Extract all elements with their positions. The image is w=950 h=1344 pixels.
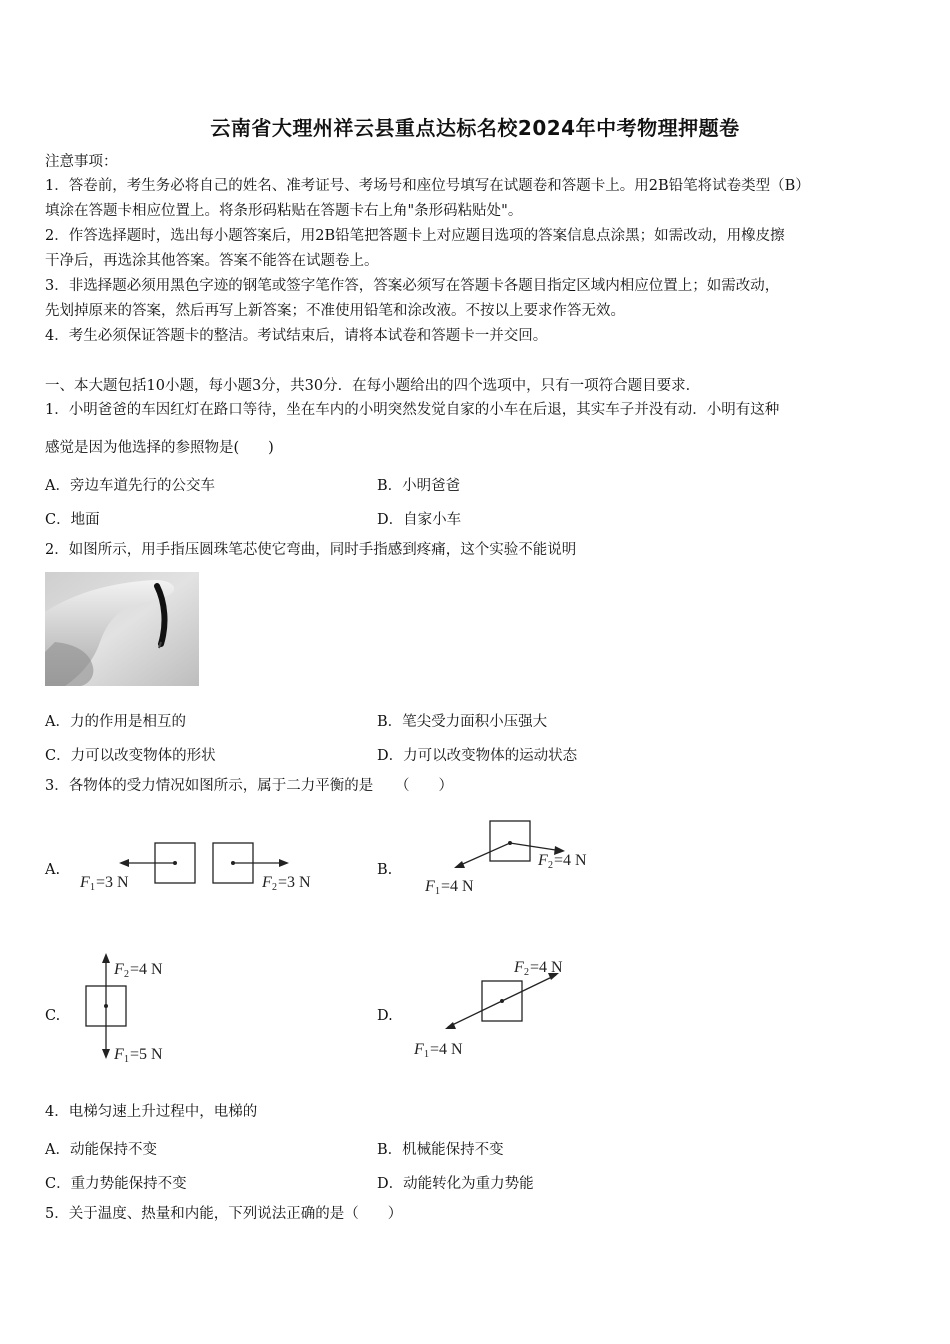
q2-option-a: A．力的作用是相互的 <box>45 714 186 730</box>
q2-option-d: D．力可以改变物体的运动状态 <box>377 748 578 764</box>
question-4-stem: 4．电梯匀速上升过程中，电梯的 <box>45 1104 258 1120</box>
fc-f1-value: =5 N <box>130 1046 163 1063</box>
q3-option-c-label: C. <box>45 1008 61 1024</box>
q2-option-b: B．笔尖受力面积小压强大 <box>377 714 548 730</box>
question-5-stem: 5．关于温度、热量和内能，下列说法正确的是（ ） <box>45 1206 403 1222</box>
notice-line: 3．非选择题必须用黑色字迹的钢笔或签字笔作答，答案必须写在答题卡各题目指定区域内相应位置上；如需改动， <box>45 278 780 294</box>
fb-f2-symbol: F <box>538 852 548 869</box>
fc-f2-sub: 2 <box>124 969 129 980</box>
question-2-stem: 2．如图所示，用手指压圆珠笔芯使它弯曲，同时手指感到疼痛，这个实验不能说明 <box>45 542 577 558</box>
q3-option-d-label: D. <box>377 1008 393 1024</box>
force-diagram-a <box>75 835 335 900</box>
notice-line: 填涂在答题卡相应位置上。将条形码粘贴在答题卡右上角"条形码粘贴处"。 <box>45 203 523 219</box>
q3-option-a-label: A. <box>45 862 61 878</box>
q3-option-b-label: B. <box>377 862 393 878</box>
notice-line: 2．作答选择题时，选出每小题答案后，用2B铅笔把答题卡上对应题目选项的答案信息点涂黑；如需改动，用橡皮擦 <box>45 228 785 244</box>
fa-f1-value: =3 N <box>96 874 129 891</box>
fd-f2-value: =4 N <box>530 959 563 976</box>
fd-f1-value: =4 N <box>430 1041 463 1058</box>
q1-option-b: B．小明爸爸 <box>377 478 461 494</box>
page-title: 云南省大理州祥云县重点达标名校2024年中考物理押题卷 <box>210 116 740 140</box>
section-heading: 一、本大题包括10小题，每小题3分，共30分．在每小题给出的四个选项中，只有一项符合题目要求． <box>45 378 701 394</box>
fb-f2-value: =4 N <box>554 852 587 869</box>
fd-f2-sub: 2 <box>524 967 529 978</box>
fb-f1-symbol: F <box>425 878 435 895</box>
fd-f1-sub: 1 <box>424 1049 429 1060</box>
q4-option-d: D．动能转化为重力势能 <box>377 1176 534 1192</box>
q4-option-b: B．机械能保持不变 <box>377 1142 504 1158</box>
fb-f2-sub: 2 <box>548 860 553 871</box>
force-diagram-c <box>80 950 200 1070</box>
question-1-stem-cont: 感觉是因为他选择的参照物是( ) <box>45 440 274 456</box>
question-1-stem: 1．小明爸爸的车因红灯在路口等待，坐在车内的小明突然发觉自家的小车在后退，其实车子并没有动．小明有这种 <box>45 402 780 418</box>
q1-option-a: A．旁边车道先行的公交车 <box>45 478 215 494</box>
q1-option-d: D．自家小车 <box>377 512 462 528</box>
notice-heading: 注意事项： <box>45 154 118 170</box>
notice-line: 干净后，再选涂其他答案。答案不能答在试题卷上。 <box>45 253 379 269</box>
fc-f1-sub: 1 <box>124 1054 129 1065</box>
question-3-stem: 3．各物体的受力情况如图所示，属于二力平衡的是 （ ） <box>45 778 453 794</box>
force-diagram-d <box>410 950 610 1065</box>
q4-option-c: C．重力势能保持不变 <box>45 1176 187 1192</box>
force-diagram-b <box>420 815 620 900</box>
fd-f2-symbol: F <box>514 959 524 976</box>
notice-line: 先划掉原来的答案，然后再写上新答案；不准使用铅笔和涂改液。不按以上要求作答无效。 <box>45 303 625 319</box>
fd-f1-symbol: F <box>414 1041 424 1058</box>
fc-f2-symbol: F <box>114 961 124 978</box>
fa-f2-sub: 2 <box>272 882 277 893</box>
fb-f1-sub: 1 <box>435 886 440 897</box>
fa-f1-symbol: F <box>80 874 90 891</box>
q4-option-a: A．动能保持不变 <box>45 1142 157 1158</box>
finger-pen-photo <box>45 572 199 686</box>
q1-option-c: C．地面 <box>45 512 100 528</box>
notice-line: 4．考生必须保证答题卡的整洁。考试结束后，请将本试卷和答题卡一并交回。 <box>45 328 548 344</box>
fa-f2-symbol: F <box>262 874 272 891</box>
notice-line: 1．答卷前，考生务必将自己的姓名、准考证号、考场号和座位号填写在试题卷和答题卡上。用2B铅笔将试卷类型（B） <box>45 178 810 194</box>
fc-f2-value: =4 N <box>130 961 163 978</box>
fc-f1-symbol: F <box>114 1046 124 1063</box>
q2-option-c: C．力可以改变物体的形状 <box>45 748 216 764</box>
fa-f1-sub: 1 <box>90 882 95 893</box>
fa-f2-value: =3 N <box>278 874 311 891</box>
fb-f1-value: =4 N <box>441 878 474 895</box>
